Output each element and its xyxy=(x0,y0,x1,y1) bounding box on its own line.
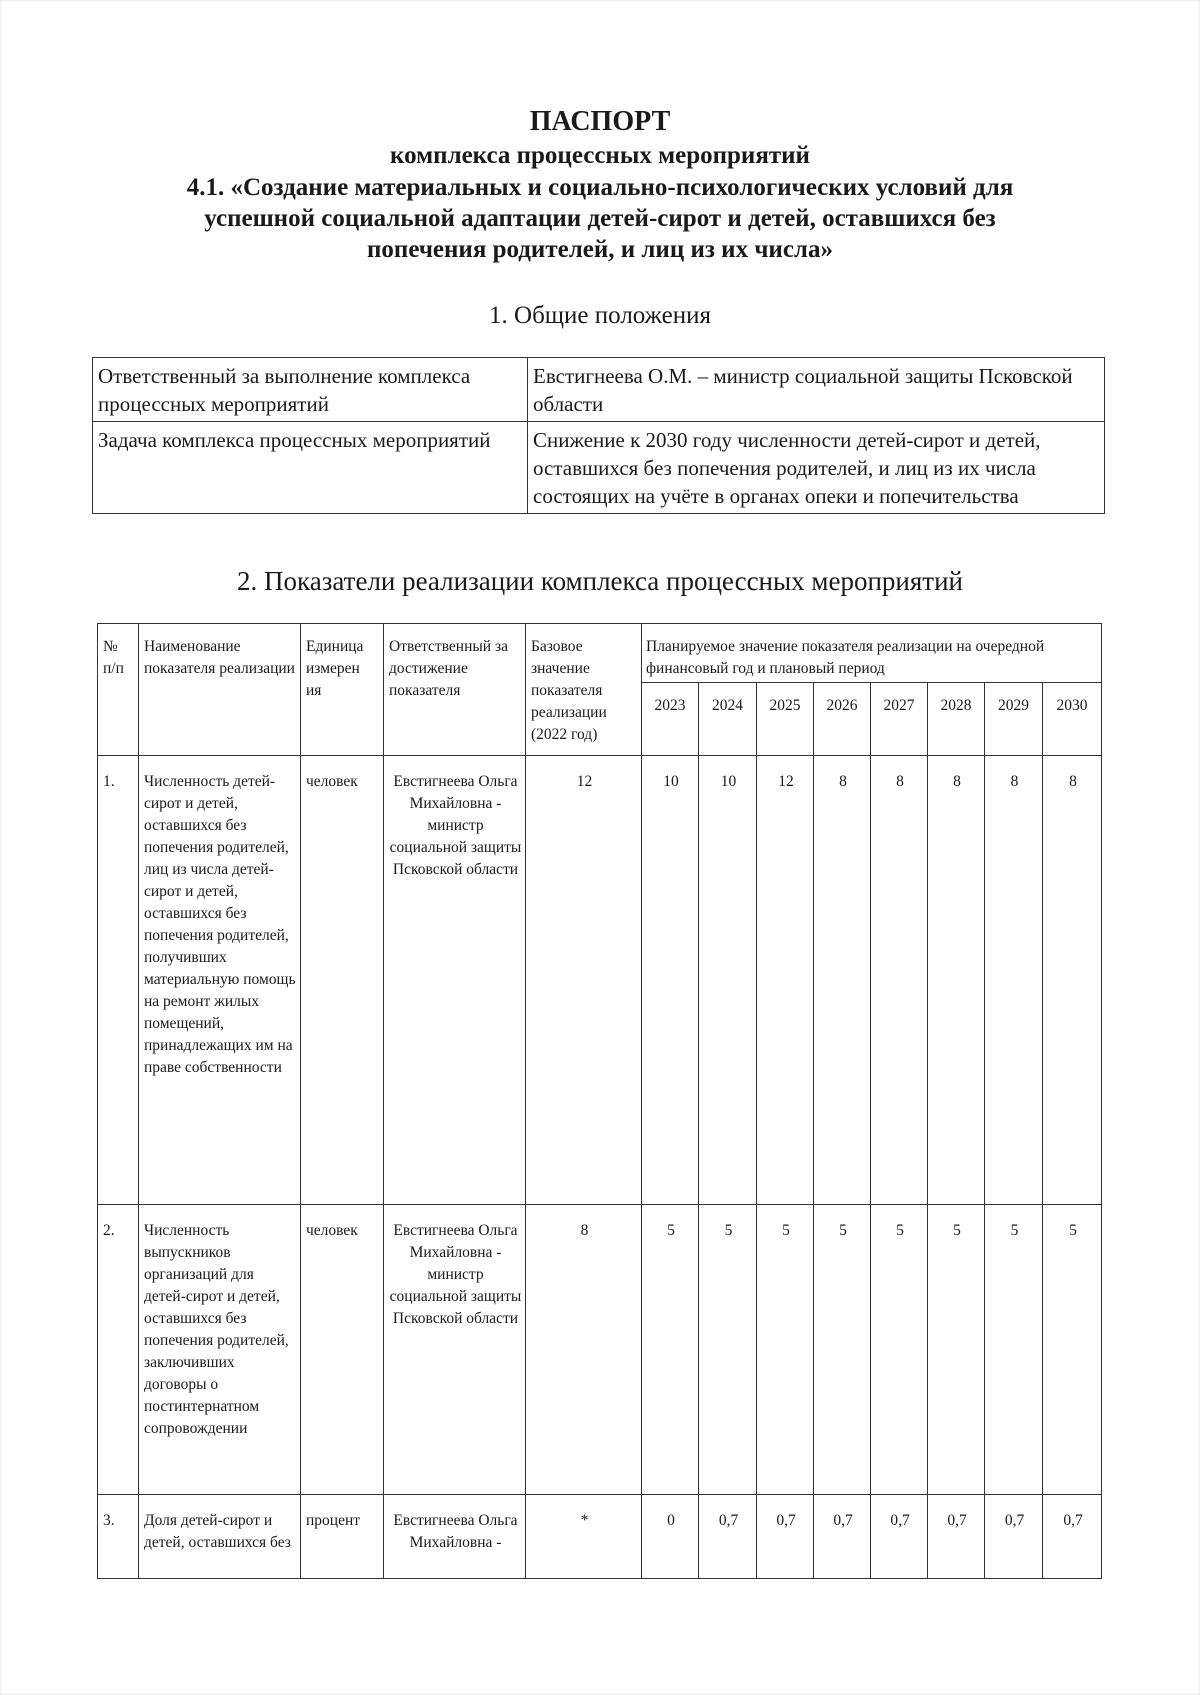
title-program-line-1: 4.1. «Создание материальных и социально-психологических условий для xyxy=(186,174,1014,201)
row-num: 2. xyxy=(98,1205,139,1495)
row-value: 5 xyxy=(1043,1205,1102,1495)
row-value: 12 xyxy=(757,756,814,1205)
header-year: 2025 xyxy=(757,683,814,756)
responsible-label: Ответственный за выполнение комплекса процессных мероприятий xyxy=(93,358,528,422)
table-row xyxy=(93,422,1105,514)
row-responsible: Евстигнеева Ольга Михайловна - министр социальной защиты Псковской области xyxy=(384,1205,526,1495)
table-row xyxy=(93,358,1105,422)
row-value: 10 xyxy=(699,756,757,1205)
header-year: 2024 xyxy=(699,683,757,756)
responsible-value: Евстигнеева О.М. – министр социальной защиты Псковской области xyxy=(528,358,1105,422)
row-name: Численность выпускников организаций для детей-сирот и детей, оставшихся без попечения родителей, заключивших договоры о постинтернатном сопровождении xyxy=(139,1205,301,1495)
row-value: 8 xyxy=(928,756,985,1205)
row-value: 5 xyxy=(757,1205,814,1495)
row-value: 0,7 xyxy=(1043,1495,1102,1579)
row-value: 0 xyxy=(642,1495,699,1579)
table-row xyxy=(98,756,1102,1205)
row-value: 0,7 xyxy=(871,1495,928,1579)
row-base: * xyxy=(526,1495,642,1579)
row-base: 8 xyxy=(526,1205,642,1495)
task-value: Снижение к 2030 году численности детей-сирот и детей, оставшихся без попечения родителей, и лиц из их числа состоящих на учёте в органах опеки и попечительства xyxy=(528,422,1105,514)
task-label: Задача комплекса процессных мероприятий xyxy=(93,422,528,514)
row-value: 5 xyxy=(642,1205,699,1495)
row-value: 8 xyxy=(814,756,871,1205)
document-title xyxy=(80,104,1120,265)
row-unit: человек xyxy=(301,756,384,1205)
row-num: 1. xyxy=(98,756,139,1205)
row-base: 12 xyxy=(526,756,642,1205)
title-program-line-2: успешной социальной адаптации детей-сирот и детей, оставшихся без xyxy=(204,205,996,232)
header-unit: Единица измерен ия xyxy=(301,624,384,756)
row-value: 8 xyxy=(871,756,928,1205)
row-name: Доля детей-сирот и детей, оставшихся без xyxy=(139,1495,301,1579)
table-row xyxy=(98,1495,1102,1579)
header-year: 2028 xyxy=(928,683,985,756)
row-num: 3. xyxy=(98,1495,139,1579)
row-unit: процент xyxy=(301,1495,384,1579)
table-row xyxy=(98,1205,1102,1495)
title-subtitle: комплекса процессных мероприятий xyxy=(390,142,810,169)
header-year: 2027 xyxy=(871,683,928,756)
row-value: 0,7 xyxy=(928,1495,985,1579)
header-year: 2030 xyxy=(1043,683,1102,756)
row-value: 0,7 xyxy=(699,1495,757,1579)
row-value: 10 xyxy=(642,756,699,1205)
row-value: 8 xyxy=(985,756,1043,1205)
section-general-heading: 1. Общие положения xyxy=(489,302,711,329)
row-value: 0,7 xyxy=(757,1495,814,1579)
row-value: 5 xyxy=(928,1205,985,1495)
row-value: 5 xyxy=(871,1205,928,1495)
row-value: 0,7 xyxy=(985,1495,1043,1579)
header-year: 2023 xyxy=(642,683,699,756)
row-value: 8 xyxy=(1043,756,1102,1205)
row-value: 5 xyxy=(814,1205,871,1495)
row-unit: человек xyxy=(301,1205,384,1495)
header-year: 2029 xyxy=(985,683,1043,756)
header-responsible: Ответственный за достижение показателя xyxy=(384,624,526,756)
general-provisions-table xyxy=(92,357,1105,514)
row-name: Численность детей-сирот и детей, оставшихся без попечения родителей, лиц из числа детей-сирот и детей, оставшихся без попечения родителей, получивших материальную помощь на ремонт жилых помещений, принадлежащих им на праве собственности xyxy=(139,756,301,1205)
header-num: № п/п xyxy=(98,624,139,756)
section-indicators-heading: 2. Показатели реализации комплекса процессных мероприятий xyxy=(237,566,963,596)
header-name: Наименование показателя реализации xyxy=(139,624,301,756)
header-planned: Планируемое значение показателя реализации на очередной финансовый год и плановый период xyxy=(642,624,1102,683)
header-year: 2026 xyxy=(814,683,871,756)
row-responsible: Евстигнеева Ольга Михайловна - министр социальной защиты Псковской области xyxy=(384,756,526,1205)
title-passport: ПАСПОРТ xyxy=(529,106,671,137)
header-base: Базовое значение показателя реализации (2022 год) xyxy=(526,624,642,756)
row-value: 5 xyxy=(699,1205,757,1495)
indicators-table xyxy=(97,623,1102,1579)
row-value: 0,7 xyxy=(814,1495,871,1579)
title-program-line-3: попечения родителей, и лиц из их числа» xyxy=(367,236,833,263)
row-responsible: Евстигнеева Ольга Михайловна - xyxy=(384,1495,526,1579)
row-value: 5 xyxy=(985,1205,1043,1495)
header-row xyxy=(98,624,1102,683)
